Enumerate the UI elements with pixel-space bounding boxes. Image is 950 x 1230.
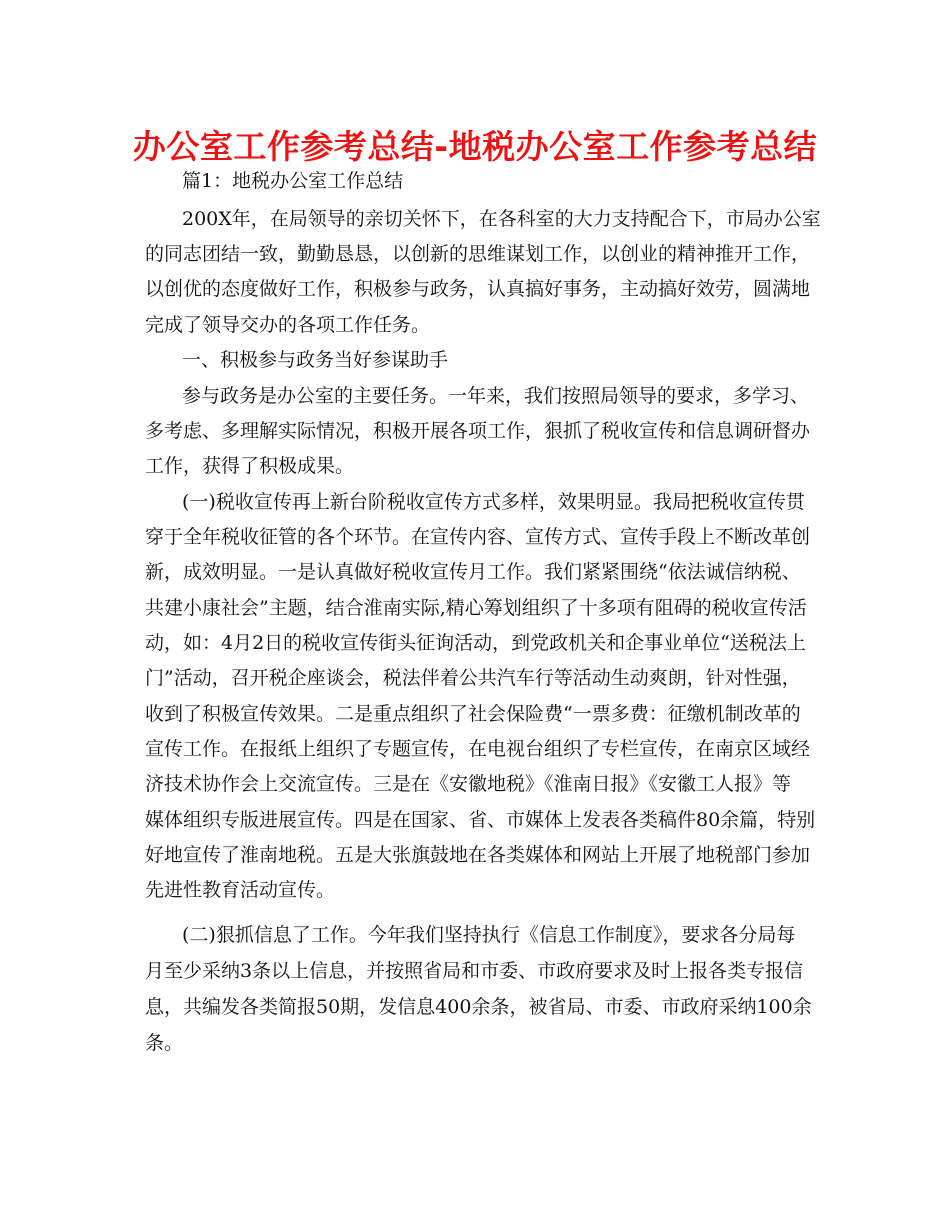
document-title: 办公室工作参考总结-地税办公室工作参考总结 bbox=[132, 127, 818, 166]
paragraph-line: 穿于全年税收征管的各个环节。在宣传内容、宣传方式、宣传手段上不断改革创 bbox=[145, 526, 811, 548]
paragraph-line: 门”活动，召开税企座谈会，税法伴着公共汽车行等活动生动爽朗，针对性强， bbox=[145, 667, 801, 689]
paragraph-line: 以创优的态度做好工作，积极参与政务，认真搞好事务，主动搞好效劳，圆满地 bbox=[145, 278, 811, 300]
paragraph-line: 收到了积极宣传效果。二是重点组织了社会保险费“一票多费：征缴机制改革的 bbox=[145, 703, 801, 725]
section-heading-1: 一、积极参与政务当好参谋助手 bbox=[182, 349, 449, 371]
paragraph-line: (二)狠抓信息了工作。今年我们坚持执行《信息工作制度》，要求各分局每 bbox=[182, 924, 796, 946]
paragraph-line: 月至少采纳3条以上信息，并按照省局和市委、市政府要求及时上报各类专报信 bbox=[145, 960, 804, 982]
paragraph-line: 新，成效明显。一是认真做好税收宣传月工作。我们紧紧围绕“依法诚信纳税、 bbox=[145, 561, 801, 583]
paragraph-line: 完成了领导交办的各项工作任务。 bbox=[145, 314, 431, 336]
paragraph-line: 宣传工作。在报纸上组织了专题宣传，在电视台组织了专栏宣传，在南京区域经 bbox=[145, 738, 811, 760]
paragraph-line: 200X年，在局领导的亲切关怀下，在各科室的大力支持配合下，市局办公室 bbox=[182, 208, 821, 230]
paragraph-line: 共建小康社会”主题，结合淮南实际,精心筹划组织了十多项有阻碍的税收宣传活 bbox=[145, 597, 807, 619]
paragraph-line: 媒体组织专版进展宣传。四是在国家、省、市媒体上发表各类稿件80余篇，特别 bbox=[145, 809, 816, 831]
paragraph-line: 多考虑、多理解实际情况，积极开展各项工作，狠抓了税收宣传和信息调研督办 bbox=[145, 420, 811, 442]
paragraph-line: 息，共编发各类简报50期，发信息400余条，被省局、市委、市政府采纳100余 bbox=[145, 996, 812, 1018]
section-heading-article-1: 篇1：地税办公室工作总结 bbox=[182, 170, 404, 192]
paragraph-line: 动，如：4月2日的税收宣传街头征询活动，到党政机关和企事业单位“送税法上 bbox=[145, 632, 806, 654]
paragraph-line: 好地宣传了淮南地税。五是大张旗鼓地在各类媒体和网站上开展了地税部门参加 bbox=[145, 844, 811, 866]
paragraph-line: 参与政务是办公室的主要任务。一年来，我们按照局领导的要求，多学习、 bbox=[182, 385, 810, 407]
paragraph-line: 济技术协作会上交流宣传。三是在《安徽地税》《淮南日报》《安徽工人报》等 bbox=[145, 773, 792, 795]
paragraph-line: 的同志团结一致，勤勤恳恳，以创新的思维谋划工作，以创业的精神推开工作， bbox=[145, 243, 811, 265]
paragraph-line: 条。 bbox=[145, 1032, 184, 1054]
paragraph-line: 工作，获得了积极成果。 bbox=[145, 455, 355, 477]
paragraph-line: 先进性教育活动宣传。 bbox=[145, 879, 336, 901]
paragraph-line: (一)税收宣传再上新台阶税收宣传方式多样，效果明显。我局把税收宣传贯 bbox=[182, 491, 805, 513]
